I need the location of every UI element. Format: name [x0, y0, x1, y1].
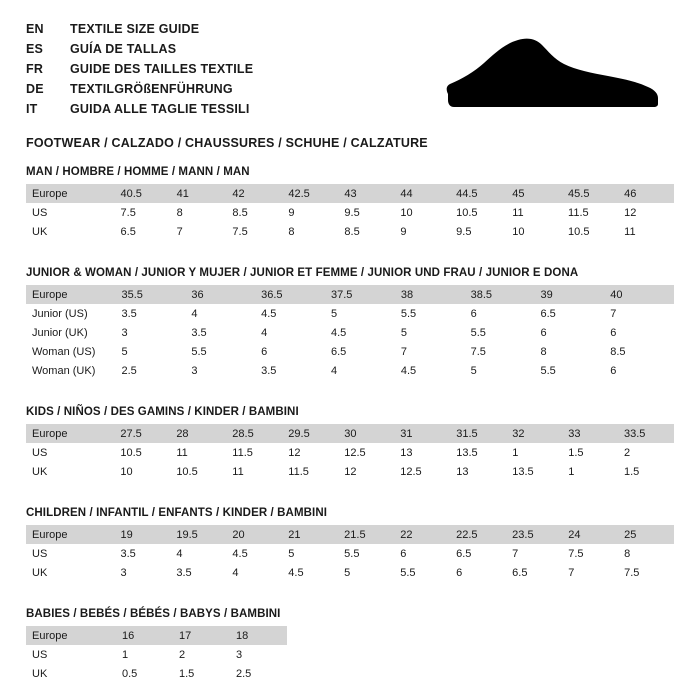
size-table-junior-woman: [26, 285, 674, 380]
cell: 2.5: [115, 361, 185, 380]
cell: 38: [395, 285, 465, 304]
cell: 19.5: [170, 525, 226, 544]
row-label: Junior (UK): [26, 323, 115, 342]
table-row: [26, 563, 674, 582]
row-label: Woman (UK): [26, 361, 115, 380]
row-label: Europe: [26, 285, 115, 304]
cell: 31.5: [450, 424, 506, 443]
cell: 8: [282, 222, 338, 241]
cell: 7.5: [115, 203, 171, 222]
cell: 21.5: [338, 525, 394, 544]
cell: 1.5: [562, 443, 618, 462]
cell: 33: [562, 424, 618, 443]
cell: 6: [535, 323, 605, 342]
cell: 11: [170, 443, 226, 462]
cell: 3: [114, 563, 170, 582]
cell: 6.5: [535, 304, 605, 323]
cell: 31: [394, 424, 450, 443]
section-title: BABIES / BEBÉS / BÉBÉS / BABYS / BAMBINI: [26, 608, 281, 620]
cell: 45.5: [562, 184, 618, 203]
cell: 4.5: [325, 323, 395, 342]
table-row: [26, 304, 674, 323]
cell: 3.5: [170, 563, 226, 582]
cell: 41: [171, 184, 227, 203]
cell: 45: [506, 184, 562, 203]
cell: 43: [338, 184, 394, 203]
cell: 1.5: [618, 462, 674, 481]
section-man: [26, 166, 674, 241]
section-title: KIDS / NIÑOS / DES GAMINS / KINDER / BAMBINI: [26, 406, 299, 418]
cell: 30: [338, 424, 394, 443]
row-label: US: [26, 443, 114, 462]
cell: 20: [226, 525, 282, 544]
section-babies: [26, 608, 674, 683]
cell: 12.5: [338, 443, 394, 462]
cell: 4.5: [395, 361, 465, 380]
cell: 8: [535, 342, 605, 361]
language-code: FR: [26, 62, 44, 76]
table-row: [26, 361, 674, 380]
cell: 7.5: [618, 563, 674, 582]
cell: 0.5: [116, 664, 173, 683]
cell: 18: [230, 626, 287, 645]
cell: 5.5: [465, 323, 535, 342]
cell: 28.5: [226, 424, 282, 443]
cell: 42.5: [282, 184, 338, 203]
cell: 32: [506, 424, 562, 443]
cell: 11: [506, 203, 562, 222]
cell: 6: [450, 563, 506, 582]
size-table-children: [26, 525, 674, 582]
row-label: UK: [26, 222, 115, 241]
cell: 5: [395, 323, 465, 342]
cell: 7.5: [562, 544, 618, 563]
cell: 2: [173, 645, 230, 664]
cell: 44.5: [450, 184, 506, 203]
cell: 6: [465, 304, 535, 323]
cell: 4: [255, 323, 325, 342]
cell: 11: [618, 222, 674, 241]
section-title: CHILDREN / INFANTIL / ENFANTS / KINDER / BAMBINI: [26, 507, 328, 519]
table-row: [26, 222, 674, 241]
cell: 1.5: [173, 664, 230, 683]
row-label: Europe: [26, 184, 115, 203]
cell: 4.5: [255, 304, 325, 323]
cell: 8.5: [338, 222, 394, 241]
section-title: MAN / HOMBRE / HOMME / MANN / MAN: [26, 166, 250, 178]
cell: 3.5: [255, 361, 325, 380]
cell: 7.5: [226, 222, 282, 241]
cell: 9.5: [338, 203, 394, 222]
cell: 10: [394, 203, 450, 222]
cell: 11.5: [226, 443, 282, 462]
cell: 22: [394, 525, 450, 544]
cell: 39: [535, 285, 605, 304]
row-label: Junior (US): [26, 304, 115, 323]
section-kids: [26, 406, 674, 481]
row-label: Europe: [26, 424, 114, 443]
language-code: ES: [26, 42, 44, 56]
language-title: GUIDA ALLE TAGLIE TESSILI: [70, 102, 250, 116]
cell: 35.5: [115, 285, 185, 304]
cell: 38.5: [465, 285, 535, 304]
cell: 5.5: [394, 563, 450, 582]
cell: 5.5: [535, 361, 605, 380]
cell: 12: [338, 462, 394, 481]
language-code: EN: [26, 22, 44, 36]
cell: 6.5: [115, 222, 171, 241]
cell: 6.5: [506, 563, 562, 582]
cell: 1: [506, 443, 562, 462]
cell: 7: [562, 563, 618, 582]
cell: 28: [170, 424, 226, 443]
row-label: Europe: [26, 626, 116, 645]
cell: 21: [282, 525, 338, 544]
table-row: [26, 443, 674, 462]
cell: 16: [116, 626, 173, 645]
cell: 46: [618, 184, 674, 203]
row-label: US: [26, 544, 114, 563]
cell: 33.5: [618, 424, 674, 443]
cell: 6: [255, 342, 325, 361]
cell: 10.5: [450, 203, 506, 222]
cell: 6.5: [450, 544, 506, 563]
page-header: [26, 22, 674, 150]
table-row: [26, 424, 674, 443]
cell: 13: [450, 462, 506, 481]
cell: 6: [394, 544, 450, 563]
cell: 1: [116, 645, 173, 664]
cell: 7: [506, 544, 562, 563]
language-code: DE: [26, 82, 44, 96]
cell: 5: [115, 342, 185, 361]
cell: 11: [226, 462, 282, 481]
cell: 12: [282, 443, 338, 462]
cell: 7: [395, 342, 465, 361]
cell: 6.5: [325, 342, 395, 361]
row-label: UK: [26, 563, 114, 582]
cell: 27.5: [114, 424, 170, 443]
cell: 8.5: [226, 203, 282, 222]
table-row: [26, 544, 674, 563]
cell: 3.5: [114, 544, 170, 563]
cell: 12.5: [394, 462, 450, 481]
row-label: Woman (US): [26, 342, 115, 361]
cell: 44: [394, 184, 450, 203]
cell: 42: [226, 184, 282, 203]
row-label: Europe: [26, 525, 114, 544]
cell: 4.5: [282, 563, 338, 582]
cell: 8: [618, 544, 674, 563]
cell: 1: [562, 462, 618, 481]
cell: 37.5: [325, 285, 395, 304]
table-row: [26, 664, 287, 683]
cell: 10.5: [562, 222, 618, 241]
cell: 4: [325, 361, 395, 380]
table-row: [26, 285, 674, 304]
row-label: US: [26, 645, 116, 664]
cell: 5.5: [338, 544, 394, 563]
table-row: [26, 184, 674, 203]
cell: 10: [114, 462, 170, 481]
cell: 4.5: [226, 544, 282, 563]
cell: 4: [226, 563, 282, 582]
cell: 4: [170, 544, 226, 563]
row-label: UK: [26, 462, 114, 481]
cell: 3.5: [115, 304, 185, 323]
cell: 29.5: [282, 424, 338, 443]
cell: 7.5: [465, 342, 535, 361]
cell: 36: [185, 285, 255, 304]
size-table-man: [26, 184, 674, 241]
table-row: [26, 342, 674, 361]
table-row: [26, 626, 287, 645]
language-code: IT: [26, 102, 38, 116]
table-row: [26, 203, 674, 222]
section-children: [26, 507, 674, 582]
cell: 8: [171, 203, 227, 222]
cell: 12: [618, 203, 674, 222]
cell: 4: [185, 304, 255, 323]
cell: 3.5: [185, 323, 255, 342]
cell: 2.5: [230, 664, 287, 683]
section-title: JUNIOR & WOMAN / JUNIOR Y MUJER / JUNIOR ET FEMME / JUNIOR UND FRAU / JUNIOR E DONA: [26, 267, 579, 279]
cell: 10: [506, 222, 562, 241]
cell: 10.5: [114, 443, 170, 462]
cell: 2: [618, 443, 674, 462]
cell: 6: [604, 361, 674, 380]
section-junior-woman: [26, 267, 674, 380]
cell: 36.5: [255, 285, 325, 304]
category-heading: FOOTWEAR / CALZADO / CHAUSSURES / SCHUHE / CALZATURE: [26, 136, 428, 150]
cell: 3: [230, 645, 287, 664]
table-row: [26, 323, 674, 342]
cell: 10.5: [170, 462, 226, 481]
cell: 5.5: [395, 304, 465, 323]
cell: 11.5: [562, 203, 618, 222]
cell: 40.5: [115, 184, 171, 203]
language-title: TEXTILGRÖßENFÜHRUNG: [70, 82, 233, 96]
cell: 5: [338, 563, 394, 582]
cell: 9.5: [450, 222, 506, 241]
cell: 13: [394, 443, 450, 462]
cell: 40: [604, 285, 674, 304]
language-title: GUÍA DE TALLAS: [70, 42, 177, 56]
cell: 7: [171, 222, 227, 241]
cell: 22.5: [450, 525, 506, 544]
cell: 11.5: [282, 462, 338, 481]
row-label: UK: [26, 664, 116, 683]
row-label: US: [26, 203, 115, 222]
cell: 13.5: [450, 443, 506, 462]
cell: 23.5: [506, 525, 562, 544]
table-row: [26, 525, 674, 544]
cell: 7: [604, 304, 674, 323]
cell: 3: [115, 323, 185, 342]
cell: 5: [325, 304, 395, 323]
cell: 9: [282, 203, 338, 222]
size-table-babies: [26, 626, 287, 683]
size-table-kids: [26, 424, 674, 481]
dress-shoe-icon: [436, 32, 666, 116]
language-title: GUIDE DES TAILLES TEXTILE: [70, 62, 254, 76]
cell: 17: [173, 626, 230, 645]
cell: 25: [618, 525, 674, 544]
language-title: TEXTILE SIZE GUIDE: [70, 22, 200, 36]
cell: 19: [114, 525, 170, 544]
cell: 3: [185, 361, 255, 380]
table-row: [26, 645, 287, 664]
cell: 24: [562, 525, 618, 544]
cell: 6: [604, 323, 674, 342]
cell: 13.5: [506, 462, 562, 481]
cell: 5: [282, 544, 338, 563]
table-row: [26, 462, 674, 481]
cell: 9: [394, 222, 450, 241]
cell: 8.5: [604, 342, 674, 361]
cell: 5: [465, 361, 535, 380]
cell: 5.5: [185, 342, 255, 361]
